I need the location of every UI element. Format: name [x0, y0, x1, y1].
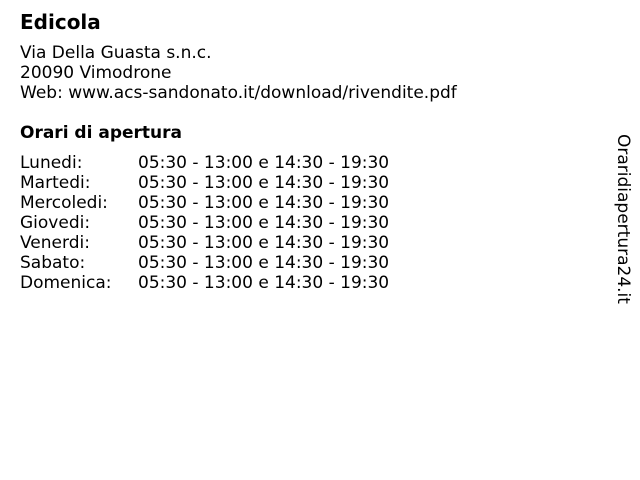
time-range: 05:30 - 13:00 e 14:30 - 19:30 [138, 233, 390, 253]
address-city: 20090 Vimodrone [20, 63, 172, 83]
side-watermark [612, 134, 634, 310]
brand-label: Oraridiapertura24.it [613, 134, 633, 304]
day-label: Mercoledi: [20, 193, 108, 213]
day-label: Martedi: [20, 173, 91, 193]
time-range: 05:30 - 13:00 e 14:30 - 19:30 [138, 153, 390, 173]
time-range: 05:30 - 13:00 e 14:30 - 19:30 [138, 273, 390, 293]
time-range: 05:30 - 13:00 e 14:30 - 19:30 [138, 213, 390, 233]
day-label: Giovedi: [20, 213, 91, 233]
time-range: 05:30 - 13:00 e 14:30 - 19:30 [138, 193, 390, 213]
day-label: Lunedi: [20, 153, 83, 173]
store-title: Edicola [20, 10, 101, 34]
time-range: 05:30 - 13:00 e 14:30 - 19:30 [138, 173, 390, 193]
day-label: Sabato: [20, 253, 86, 273]
address-web: Web: www.acs-sandonato.it/download/rivendite.pdf [20, 83, 457, 103]
time-range: 05:30 - 13:00 e 14:30 - 19:30 [138, 253, 390, 273]
opening-hours-heading: Orari di apertura [20, 123, 182, 143]
address-block [20, 43, 457, 103]
address-street: Via Della Guasta s.n.c. [20, 43, 212, 63]
day-label: Venerdi: [20, 233, 90, 253]
day-label: Domenica: [20, 273, 112, 293]
